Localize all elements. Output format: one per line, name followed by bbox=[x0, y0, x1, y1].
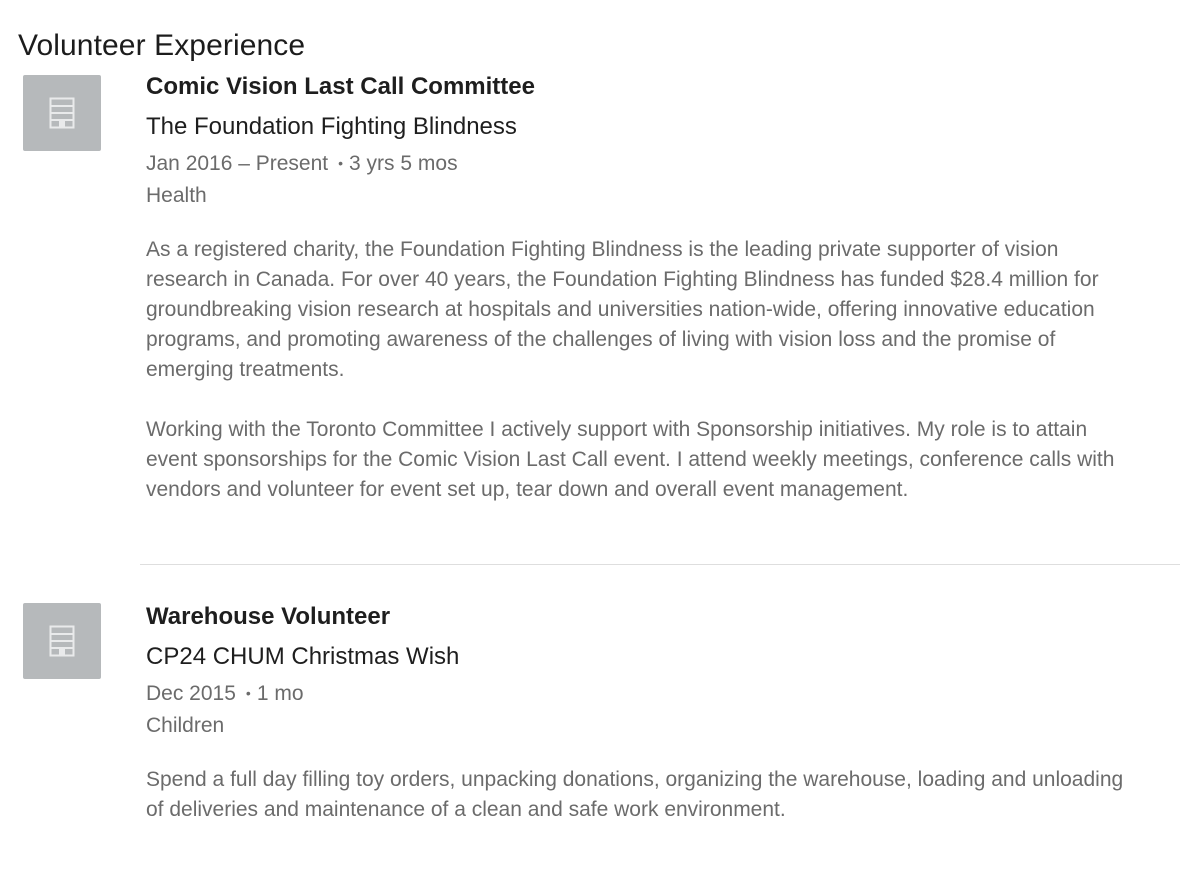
separator-dot: • bbox=[338, 155, 344, 171]
building-icon bbox=[49, 625, 75, 657]
description bbox=[146, 765, 1141, 825]
description-paragraph: As a registered charity, the Foundation Fighting Blindness is the leading private supporter of vision research in Canada. For over 40 years, the Foundation Fighting Blindness has funded $28.4 million for groundbreaking vision research at hospitals and universities nation-wide, offering innovative education programs, and promoting awareness of the challenges of living with vision loss and the promise of emerging treatments. bbox=[146, 238, 1099, 381]
cause-label: Children bbox=[146, 714, 225, 737]
date-range-text: Jan 2016 – Present bbox=[146, 152, 329, 175]
role-title[interactable]: Comic Vision Last Call Committee bbox=[146, 73, 535, 100]
separator-dot: • bbox=[245, 685, 251, 701]
entry-divider bbox=[140, 564, 1180, 565]
duration-text: 3 yrs 5 mos bbox=[349, 152, 458, 175]
organization-name[interactable]: CP24 CHUM Christmas Wish bbox=[146, 643, 460, 670]
organization-name[interactable]: The Foundation Fighting Blindness bbox=[146, 113, 517, 140]
section-title: Volunteer Experience bbox=[18, 28, 306, 62]
cause-label: Health bbox=[146, 184, 207, 207]
organization-logo[interactable] bbox=[23, 75, 101, 151]
date-range-text: Dec 2015 bbox=[146, 682, 236, 705]
description bbox=[146, 235, 1141, 505]
date-range bbox=[146, 680, 1146, 709]
role-title[interactable]: Warehouse Volunteer bbox=[146, 603, 391, 630]
organization-logo[interactable] bbox=[23, 603, 101, 679]
duration-text: 1 mo bbox=[256, 682, 304, 705]
description-paragraph: Spend a full day filling toy orders, unpacking donations, organizing the warehouse, loading and unloading of deliveries and maintenance of a clean and safe work environment. bbox=[146, 768, 1124, 821]
building-icon bbox=[49, 97, 75, 129]
description-paragraph: Working with the Toronto Committee I actively support with Sponsorship initiatives. My role is to attain event sponsorships for the Comic Vision Last Call event. I attend weekly meetings, conference calls with vendors and volunteer for event set up, tear down and overall event management. bbox=[146, 418, 1115, 501]
date-range bbox=[146, 150, 1146, 179]
